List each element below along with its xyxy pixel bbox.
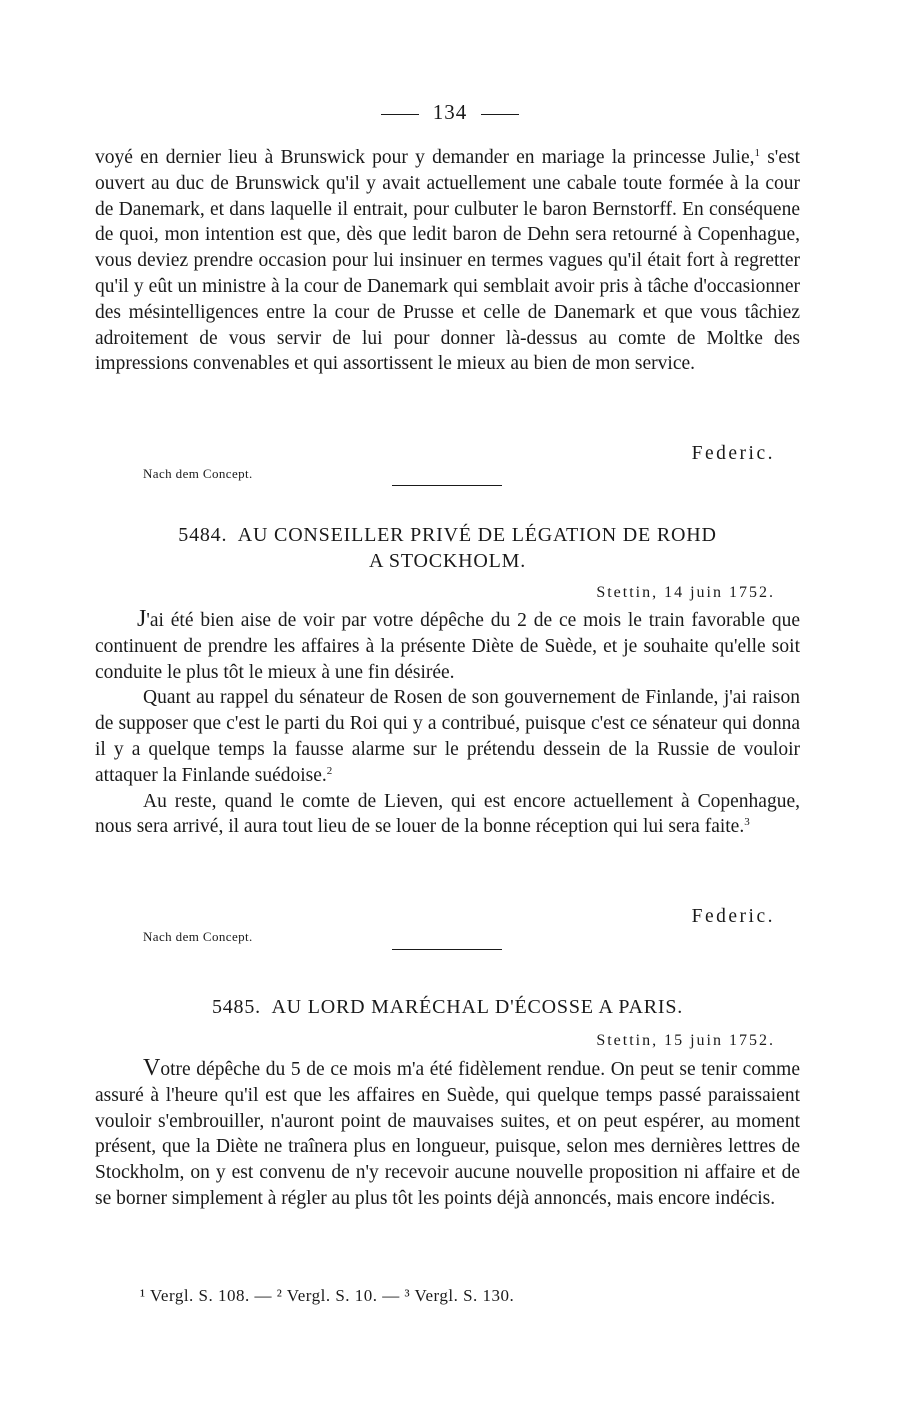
page-number: 134: [432, 100, 468, 124]
letter-5485-number: 5485.: [211, 996, 261, 1018]
letter-5484-paragraph-1: J'ai été bien aise de voir par votre dépêche du 2 de ce mois le train favorable que continuent de prendre les affaires à la présente Diète de Suède, et je souhaite qu'elle soit conduite le plus tôt le mieux à une fin désirée.: [95, 606, 800, 683]
section-divider-2: [392, 949, 502, 950]
letter-5485-body: [95, 1056, 800, 1212]
letter-5485-heading: 5485. AU LORD MARÉCHAL D'ÉCOSSE A PARIS.: [211, 996, 684, 1018]
letter-5484-number: 5484.: [178, 524, 228, 546]
letter-5485-place-date: Stettin, 15 juin 1752.: [596, 1032, 775, 1049]
intro-section: [95, 145, 800, 481]
letter-5484-heading: 5484. AU CONSEILLER PRIVÉ DE LÉGATION DE ROHD A STOCKHOLM.: [178, 524, 717, 572]
header-dash-right: [481, 114, 519, 115]
footnote-marker-3: 3: [744, 816, 750, 829]
section-divider-1: [392, 485, 502, 486]
letter-5484-source-note: Nach dem Concept.: [143, 929, 253, 944]
letter-5484-paragraph-3: Au reste, quand le comte de Lieven, qui est encore actuellement à Copenhague, nous sera arrivé, il aura tout lieu de se louer de la bonne réception qui lui sera faite.$^3$: [95, 790, 800, 838]
footnotes: ¹ Vergl. S. 108. — ² Vergl. S. 10. — ³ Vergl. S. 130.: [140, 1286, 515, 1305]
letter-5485-paragraph-1: Votre dépêche du 5 de ce mois m'a été fidèlement rendue. On peut se tenir comme assuré à l'heure qu'il est que les affaires en Suède, qui quelque temps passé paraissaient vouloir s'embrouiller, n'auront point de mauvaises suites, et on peut espérer, au moment présent, que la Diète ne traînera plus en longueur, puisque, selon mes dernières lettres de Stockholm, on y est convenu de n'y recevoir aucune nouvelle proposition ni affaire et de se borner simplement à régler au plus tôt les points déjà annoncés, mais encore indécis.: [95, 1055, 800, 1209]
letter-5484-paragraph-2: Quant au rappel du sénateur de Rosen de son gouvernement de Finlande, j'ai raison de supposer que c'est le parti du Roi qui y a contribué, puisque c'est ce sénateur qui donna il y a quelque temps la fausse alarme sur le prétendu dessein de la Russie de vouloir attaquer la Finlande suédoise.$^2$: [95, 687, 800, 786]
intro-source-note: Nach dem Concept.: [143, 466, 253, 481]
letter-5484-signature: Federic.: [691, 906, 775, 927]
footnote-marker-1: 1: [754, 147, 761, 159]
footnote-marker-2: 2: [326, 764, 333, 777]
page-header: [0, 100, 900, 125]
letter-5484-place-date: Stettin, 14 juin 1752.: [596, 584, 775, 601]
intro-paragraph: voyé en dernier lieu à Brunswick pour y demander en mariage la princesse Julie,$^1$ s'est ouvert au duc de Brunswick qu'il y avait actuellement une cabale toute formée à la cour de Danemark, et dans laquelle il entrait, pour culbuter le baron Bernstorff. En conséquene de quoi, mon intention est que, dès que ledit baron de Dehn sera retourné à Copenhague, vous deviez prendre occasion pour lui insinuer en termes vagues qu'il était fort à regretter qu'il y eût un ministre à la cour de Danemark qui semblait avoir pris à tâche d'occasionner des mésintelligences entre la cour de Prusse et celle de Danemark et que vous tâchiez adroitement de vous servir de lui pour donner là-dessus au comte de Moltke des impressions convenables et qui assortissent le mieux au bien de mon service.: [95, 147, 800, 375]
intro-signature: Federic.: [691, 443, 775, 464]
letter-5484-body: [95, 606, 800, 944]
header-dash-left: [381, 114, 419, 115]
